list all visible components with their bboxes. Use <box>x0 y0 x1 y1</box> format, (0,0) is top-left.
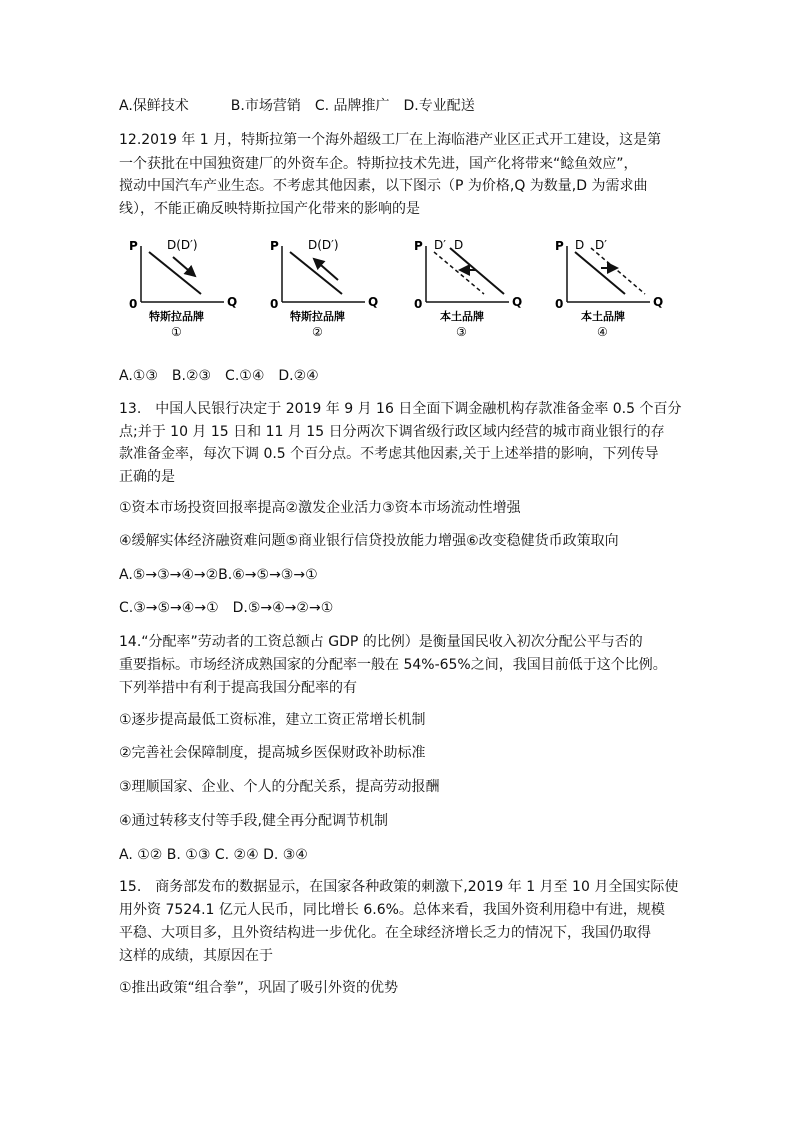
q13-statements-2: ④缓解实体经济融资难问题⑤商业银行信贷投放能力增强⑥改变稳健货币政策取向 <box>119 533 619 549</box>
q14-statement-1: ①逐步提高最低工资标准，建立工资正常增长机制 <box>119 712 426 728</box>
demand-curve-dprime <box>434 252 484 294</box>
q13-text-line-3: 款准备金率，每次下调 0.5 个百分点。不考虑其他因素,关于上述举措的影响，下列传导 <box>119 446 659 462</box>
graph-3 <box>404 232 534 352</box>
q14-statement-3: ③理顺国家、企业、个人的分配关系，提高劳动报酬 <box>119 779 440 795</box>
graph-caption: 特斯拉品牌 <box>290 310 345 323</box>
graph-caption: 本土品牌 <box>440 310 484 323</box>
q15-text-line-3: 平稳、大项目多，且外资结构进一步优化。在全球经济增长乏力的情况下，我国仍取得 <box>119 925 651 941</box>
q14-options: A. ①② B. ①③ C. ②④ D. ③④ <box>119 847 308 863</box>
origin-label: 0 <box>129 297 138 311</box>
q-label: Q <box>653 295 664 309</box>
origin-label: 0 <box>414 297 423 311</box>
q13-text-line-1: 13. 中国人民银行决定于 2019 年 9 月 16 日全面下调金融机构存款准备金率 0.5 个百分 <box>119 401 682 417</box>
q12-graphs <box>119 232 679 352</box>
q13-statements-1: ①资本市场投资回报率提高②激发企业活力③资本市场流动性增强 <box>119 500 521 516</box>
graph-2 <box>260 232 390 352</box>
q14-statement-4: ④通过转移支付等手段,健全再分配调节机制 <box>119 813 388 829</box>
origin-label: 0 <box>555 297 564 311</box>
q-label: Q <box>512 295 523 309</box>
p-label: P <box>270 239 279 253</box>
q12-text-line-1: 12.2019 年 1 月，特斯拉第一个海外超级工厂在上海临港产业区正式开工建设，这是第 <box>119 132 662 148</box>
graph-2-svg <box>260 232 390 352</box>
q14-statement-2: ②完善社会保障制度，提高城乡医保财政补助标准 <box>119 745 426 761</box>
graph-number: ① <box>171 325 182 339</box>
q13-text-line-2: 点;并于 10 月 15 日和 11 月 15 日分两次下调省级行政区域内经营的城市商业银行的存 <box>119 424 665 440</box>
q15-text-line-2: 用外资 7524.1 亿元人民币，同比增长 6.6%。总体来看，我国外资利用稳中有进，规模 <box>119 902 665 918</box>
q12-text-line-4: 线），不能正确反映特斯拉国产化带来的影响的是 <box>119 201 420 217</box>
curve-label: D(D′) <box>308 238 339 252</box>
q12-options: A.①③ B.②③ C.①④ D.②④ <box>119 368 319 384</box>
q15-statement-1: ①推出政策“组合拳”，巩固了吸引外资的优势 <box>119 980 399 996</box>
p-label: P <box>414 239 423 253</box>
graph-3-svg <box>404 232 534 352</box>
q11-options: A.保鲜技术 B.市场营销 C. 品牌推广 D.专业配送 <box>119 98 475 114</box>
graph-1-svg <box>119 232 249 352</box>
origin-label: 0 <box>270 297 279 311</box>
q-label: Q <box>368 295 379 309</box>
q14-text-line-3: 下列举措中有利于提高我国分配率的有 <box>119 680 357 696</box>
q14-text-line-2: 重要指标。市场经济成熟国家的分配率一般在 54%-65%之间，我国目前低于这个比例。 <box>119 657 667 673</box>
q13-options-1: A.⑤→③→④→②B.⑥→⑤→③→① <box>119 567 318 583</box>
demand-curve-d <box>575 252 625 294</box>
graph-number: ④ <box>597 325 608 339</box>
graph-caption: 特斯拉品牌 <box>149 310 204 323</box>
q15-text-line-4: 这样的成绩，其原因在于 <box>119 948 273 964</box>
q12-text-line-3: 搅动中国汽车产业生态。不考虑其他因素，以下图示（P 为价格,Q 为数量,D 为需求曲 <box>119 178 648 194</box>
graph-4-svg <box>545 232 675 352</box>
q13-options-2: C.③→⑤→④→① D.⑤→④→②→① <box>119 600 334 616</box>
graph-4 <box>545 232 675 352</box>
q12-text-line-2: 一个获批在中国独资建厂的外资车企。特斯拉技术先进，国产化将带来“鲶鱼效应”， <box>119 156 638 172</box>
graph-caption: 本土品牌 <box>581 310 625 323</box>
d-label: D <box>575 238 585 252</box>
dprime-label: D′ <box>595 238 607 252</box>
graph-number: ③ <box>456 325 467 339</box>
graph-1 <box>119 232 249 352</box>
curve-label: D(D′) <box>167 238 198 252</box>
p-label: P <box>129 239 138 253</box>
dprime-label: D′ <box>434 238 446 252</box>
shift-arrow <box>314 259 338 280</box>
demand-curve-d <box>450 248 504 294</box>
q13-text-line-4: 正确的是 <box>119 469 175 485</box>
d-label: D <box>454 238 464 252</box>
q15-text-line-1: 15. 商务部发布的数据显示，在国家各种政策的刺激下,2019 年 1 月至 10 月全国实际使 <box>119 879 679 895</box>
graph-number: ② <box>312 325 323 339</box>
q-label: Q <box>227 295 238 309</box>
demand-curve <box>290 252 342 294</box>
p-label: P <box>555 239 564 253</box>
q14-text-line-1: 14.“分配率”劳动者的工资总额占 GDP 的比例）是衡量国民收入初次分配公平与否的 <box>119 634 643 650</box>
